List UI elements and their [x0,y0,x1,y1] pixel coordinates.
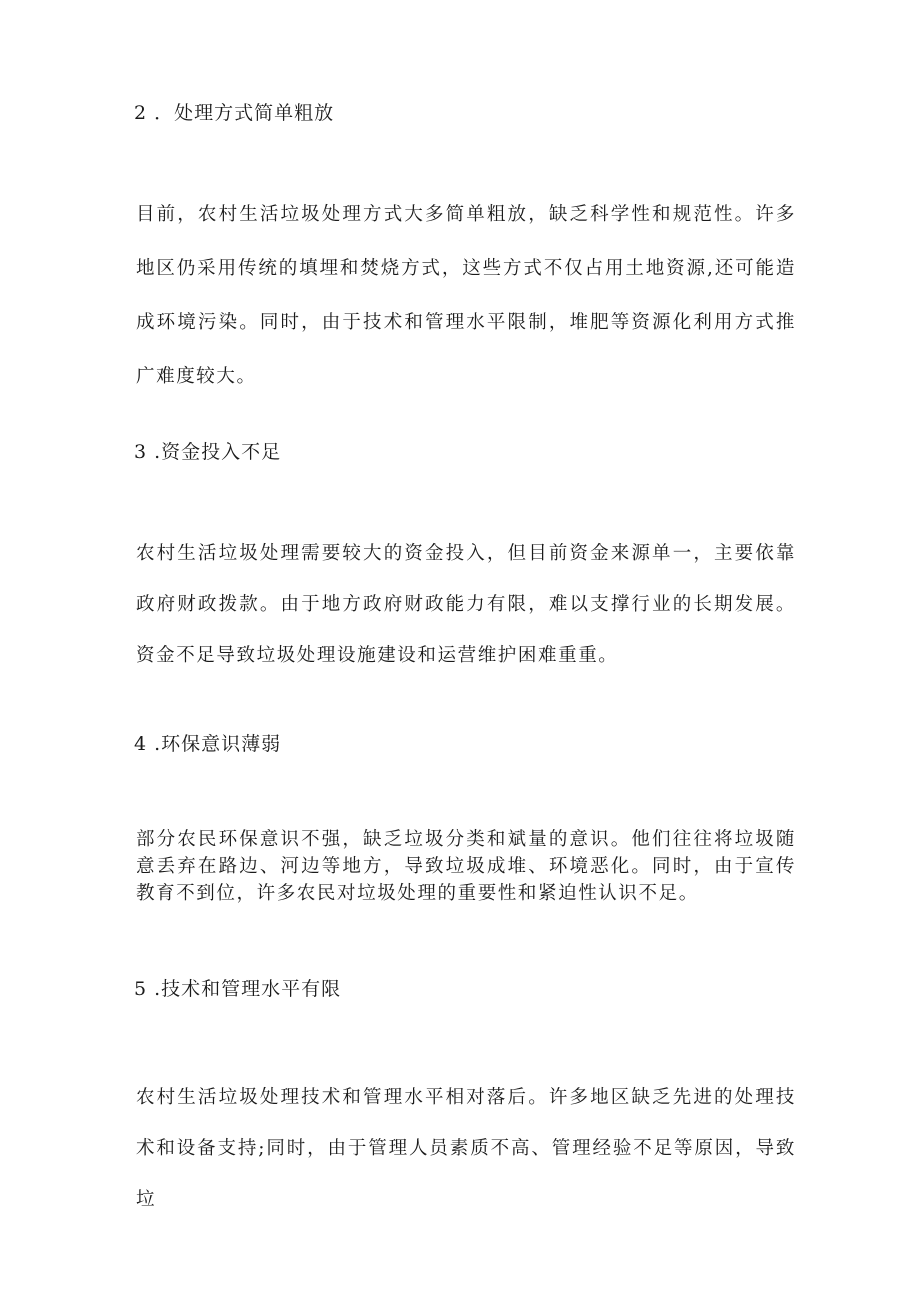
section-heading-4: 4 .环保意识薄弱 [134,733,282,755]
section-heading-3: 3 .资金投入不足 [134,441,282,463]
section-body-5: 农村生活垃圾处理技术和管理水平相对落后。许多地区缺乏先进的处理技术和设备支持;同时，由于管理人员素质不高、管理经验不足等原因，导致垃 [136,1087,796,1210]
section-heading-5: 5 .技术和管理水平有限 [134,978,342,1000]
section-heading-2: 2 ．处理方式简单粗放 [134,102,335,124]
section-body-4: 部分农民环保意识不强，缺乏垃圾分类和斌量的意识。他们往往将垃圾随意丢弃在路边、河边等地方，导致垃圾成堆、环境恶化。同时，由于宣传教育不到位，许多农民对垃圾处理的重要性和紧迫性认识不足。 [136,829,796,904]
section-body-3: 农村生活垃圾处理需要较大的资金投入，但目前资金来源单一，主要依靠政府财政拨款。由于地方政府财政能力有限，难以支撑行业的长期发展。资金不足导致垃圾处理设施建设和运营维护困难重重。 [136,543,796,666]
section-body-2: 目前，农村生活垃圾处理方式大多简单粗放，缺乏科学性和规范性。许多地区仍采用传统的填埋和焚烧方式，这些方式不仅占用土地资源,还可能造成环境污染。同时，由于技术和管理水平限制，堆肥等资源化利用方式推广难度较大。 [136,204,796,387]
